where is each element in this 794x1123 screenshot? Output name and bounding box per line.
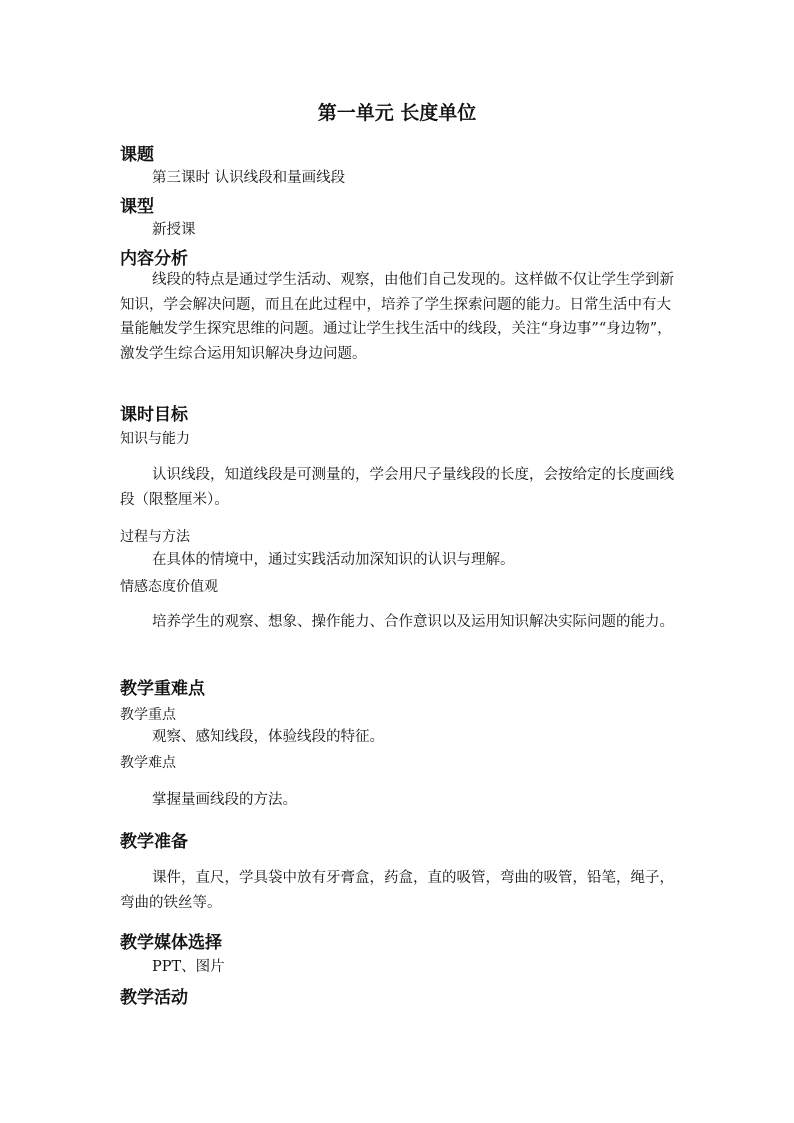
key-point-label: 教学重点 bbox=[120, 707, 176, 723]
section-heading-goals: 课时目标 bbox=[120, 405, 188, 425]
key-point-text: 观察、感知线段，体验线段的特征。 bbox=[152, 729, 384, 745]
analysis-paragraph: 线段的特点是通过学生活动、观察，由他们自己发现的。这样做不仅让学生学到新知识，学会解决问题，而且在此过程中，培养了学生探索问题的能力。日常生活中有大量能触发学生探究思维的问题。通过让学生找生活中的线段，关注“身边事”“身边物”，激发学生综合运用知识解决身边问题。 bbox=[120, 272, 674, 362]
section-heading-analysis: 内容分析 bbox=[120, 249, 188, 269]
goal-knowledge-label: 知识与能力 bbox=[120, 431, 190, 447]
goal-process-text: 在具体的情境中，通过实践活动加深知识的认识与理解。 bbox=[152, 552, 515, 568]
difficulty-text: 掌握量画线段的方法。 bbox=[152, 792, 297, 808]
media-text: PPT、图片 bbox=[152, 959, 225, 975]
type-text: 新授课 bbox=[152, 222, 196, 238]
section-heading-activity: 教学活动 bbox=[120, 988, 188, 1008]
goal-knowledge-text: 认识线段，知道线段是可测量的，学会用尺子量线段的长度，会按给定的长度画线段（限整厘米）。 bbox=[120, 467, 674, 508]
goal-emotion-text: 培养学生的观察、想象、操作能力、合作意识以及运用知识解决实际问题的能力。 bbox=[152, 614, 674, 630]
section-heading-type: 课型 bbox=[120, 197, 154, 217]
preparation-text: 课件，直尺，学具袋中放有牙膏盒，药盒，直的吸管，弯曲的吸管，铅笔，绳子，弯曲的铁丝等。 bbox=[120, 870, 674, 911]
goal-process-label: 过程与方法 bbox=[120, 529, 190, 545]
topic-text: 第三课时 认识线段和量画线段 bbox=[152, 170, 346, 186]
section-heading-preparation: 教学准备 bbox=[120, 832, 188, 852]
goal-emotion-label: 情感态度价值观 bbox=[120, 579, 218, 595]
difficulty-label: 教学难点 bbox=[120, 755, 176, 771]
section-heading-key-points: 教学重难点 bbox=[120, 679, 205, 699]
document-title: 第一单元 长度单位 bbox=[317, 102, 477, 124]
section-heading-topic: 课题 bbox=[120, 145, 154, 165]
section-heading-media: 教学媒体选择 bbox=[120, 933, 222, 953]
